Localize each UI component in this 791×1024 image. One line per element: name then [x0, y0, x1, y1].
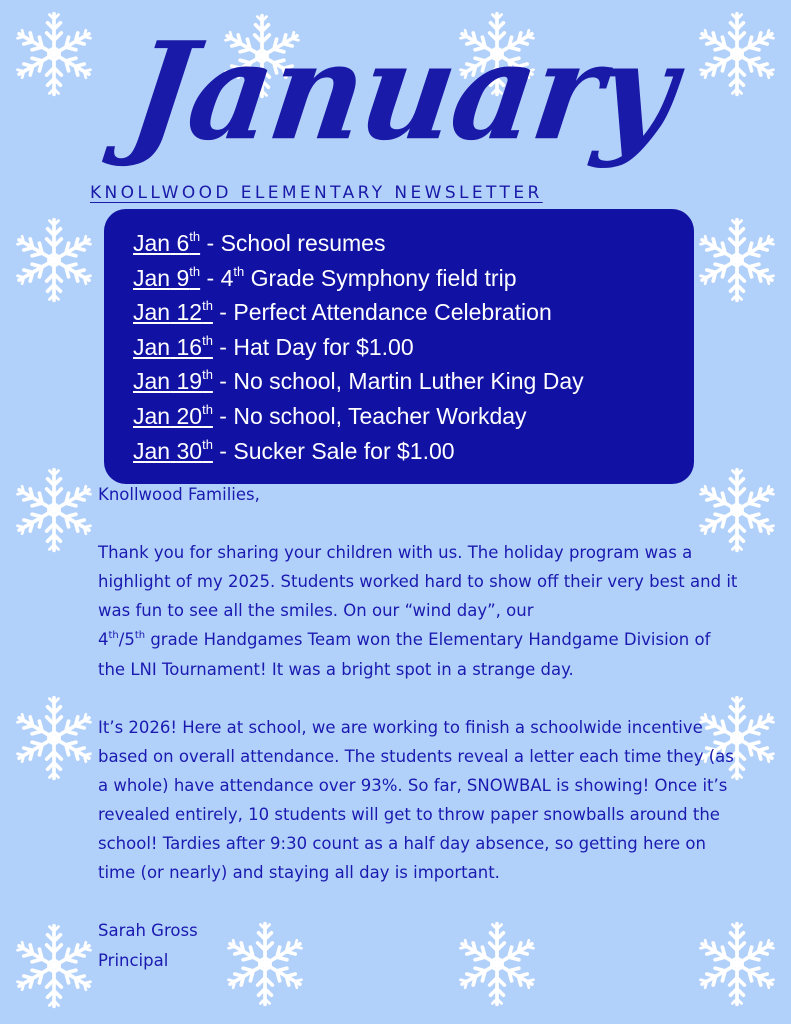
event-item [133, 434, 694, 469]
event-text: Grade Symphony field trip [244, 264, 517, 291]
letter-paragraph: It’s 2026! Here at school, we are working to finish a schoolwide incentive based on overall attendance. The students reveal a letter each time they (as a whole) have attendance over 93%. So far, SNOWBAL is showing! Once it’s revealed entirely, 10 students will get to throw paper snowballs around the school! Tardies after 9:30 count as a half day absence, so getting here on time (or nearly) and staying all day is important. [98, 717, 734, 883]
signature-title: Principal [98, 950, 169, 970]
events-list [104, 209, 694, 468]
event-item [133, 330, 694, 365]
event-text: - Hat Day for $1.00 [212, 333, 414, 360]
event-date: Jan 16th [133, 332, 213, 360]
letter-paragraph: Thank you for sharing your children with us. The holiday program was a highlight of my 2025. Students worked hard to show off their very best and it was fun to see all the smiles. On our “wind day”, our 4th/5th grade Handgames Team won the Elementary Handgame Division of the LNI Tournament! It was a bright spot in a strange day. [98, 543, 738, 679]
event-item [133, 364, 694, 399]
event-text: - No school, Teacher Workday [212, 402, 527, 429]
event-date: Jan 19th [133, 367, 213, 395]
event-date: Jan 30th [133, 436, 213, 464]
signature [98, 916, 738, 974]
letter-body [98, 480, 738, 975]
event-text: - Sucker Sale for $1.00 [212, 437, 455, 464]
event-date: Jan 12th [133, 298, 213, 326]
event-text: - School resumes [200, 230, 386, 256]
event-item: Jan 9th - 4th Grade Symphony field trip [133, 263, 517, 291]
snowflake-icon [10, 466, 98, 554]
events-panel [104, 209, 694, 484]
newsletter-subtitle: KNOLLWOOD ELEMENTARY NEWSLETTER [90, 183, 543, 203]
event-date: Jan 6th [133, 229, 201, 256]
letter-greeting: Knollwood Families, [98, 485, 260, 504]
snowflake-icon [10, 694, 98, 782]
event-date: Jan 20th [133, 401, 213, 429]
snowflake-icon [693, 216, 781, 304]
signature-name: Sarah Gross [98, 921, 198, 941]
page-title: January [120, 13, 684, 171]
event-text: - No school, Martin Luther King Day [212, 368, 584, 395]
event-item [133, 295, 694, 330]
event-text: - Perfect Attendance Celebration [212, 299, 552, 326]
snowflake-icon [10, 922, 98, 1010]
event-item [133, 226, 694, 261]
event-item [133, 399, 694, 434]
snowflake-icon [10, 10, 98, 98]
snowflake-icon [10, 216, 98, 304]
event-date: Jan 9th [133, 263, 201, 291]
